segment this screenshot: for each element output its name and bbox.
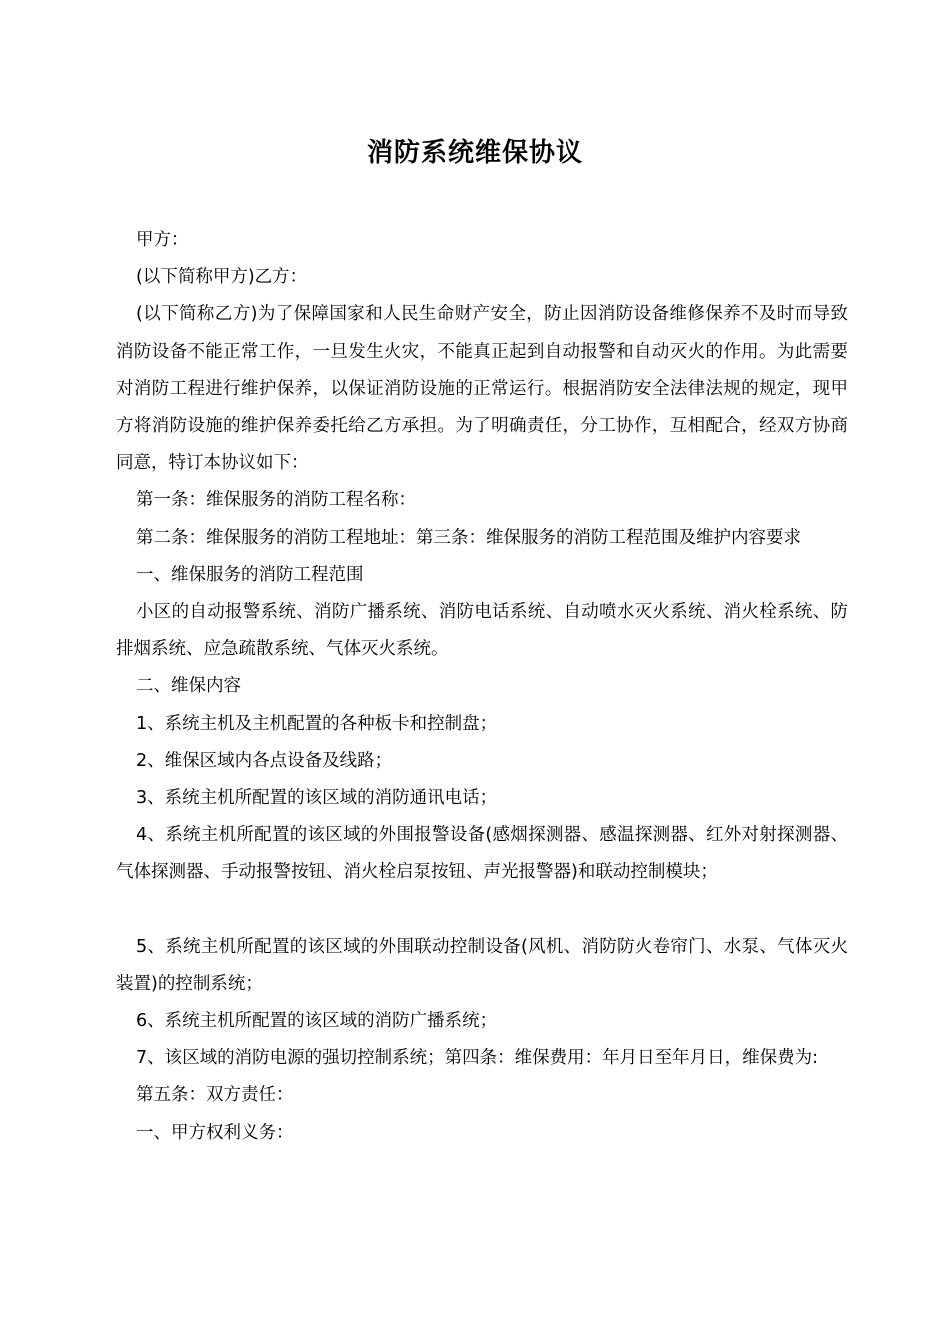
article-1: 第一条：维保服务的消防工程名称： [136,490,416,511]
content-item-5: 5、系统主机所配置的该区域的外围联动控制设备(风机、消防防火卷帘门、水泵、气体灭火装置)的控制系统； [116,936,848,994]
section-scope-heading: 一、维保服务的消防工程范围 [136,564,364,585]
party-a-line: 甲方： [136,230,189,250]
party-b-line: (以下简称甲方)乙方： [136,267,308,288]
article-5: 第五条：双方责任： [136,1085,294,1106]
paragraph-gap [116,892,848,929]
document-title: 消防系统维保协议 [366,138,583,168]
content-item-6: 6、系统主机所配置的该区域的消防广播系统； [136,1011,498,1032]
article-2-3: 第二条：维保服务的消防工程地址：第三条：维保服务的消防工程范围及维护内容要求 [136,527,801,548]
content-item-4: 4、系统主机所配置的该区域的外围报警设备(感烟探测器、感温探测器、红外对射探测器、气体探测器、手动报警按钮、消火栓启泵按钮、声光报警器)和联动控制模块； [116,825,848,883]
content-item-2: 2、维保区域内各点设备及线路； [136,750,393,771]
document-body [116,222,848,1152]
scope-paragraph: 小区的自动报警系统、消防广播系统、消防电话系统、自动喷水灭火系统、消火栓系统、防排烟系统、应急疏散系统、气体灭火系统。 [116,602,848,660]
content-item-3: 3、系统主机所配置的该区域的消防通讯电话； [136,788,498,809]
section-content-heading: 二、维保内容 [136,676,241,697]
preamble-paragraph: (以下简称乙方)为了保障国家和人民生命财产安全，防止因消防设备维修保养不及时而导致消防设备不能正常工作，一旦发生火灾，不能真正起到自动报警和自动灭火的作用。为此需要对消防工程进行维护保养，以保证消防设施的正常运行。根据消防安全法律法规的规定，现甲方将消防设施的维护保养委托给乙方承担。为了明确责任，分工协作，互相配合，经双方协商同意，特订本协议如下： [116,304,848,474]
content-item-1: 1、系统主机及主机配置的各种板卡和控制盘； [136,713,498,734]
party-a-rights-heading: 一、甲方权利义务： [136,1122,294,1143]
content-item-7: 7、该区域的消防电源的强切控制系统；第四条：维保费用：年月日至年月日，维保费为: [136,1048,819,1069]
